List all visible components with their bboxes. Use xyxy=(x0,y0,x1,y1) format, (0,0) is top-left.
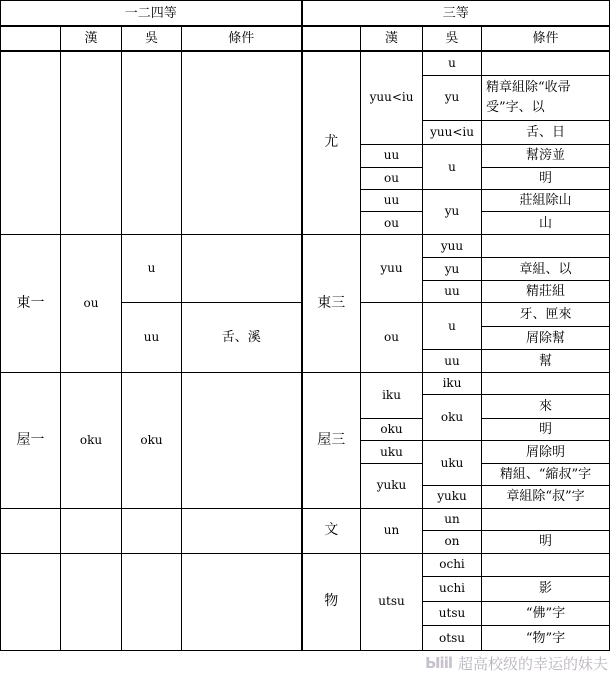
wen-left-empty-wu xyxy=(122,508,182,553)
wu3-r6-condition: 章組除“叔”字 xyxy=(482,486,610,508)
header-rhyme-left xyxy=(1,26,61,51)
dong3-r45-wu: u xyxy=(423,303,482,350)
wu3-r45-wu: uku xyxy=(423,441,482,486)
you-r45-wu: u xyxy=(423,145,482,190)
wen-left-empty-han xyxy=(61,508,122,553)
wu3-r3-han: oku xyxy=(361,418,423,440)
you-r1-wu: u xyxy=(423,51,482,76)
you-r5-han: ou xyxy=(361,167,423,189)
you-r67-wu: yu xyxy=(423,189,482,234)
dong3-r3-wu: uu xyxy=(423,280,482,302)
wu-thing-r2-wu: uchi xyxy=(423,577,482,602)
left-empty-han xyxy=(61,51,122,235)
you-han-a: yuu<iu xyxy=(361,51,423,145)
wen-r1-wu: un xyxy=(423,508,482,530)
header-rhyme-right xyxy=(302,26,361,51)
wu3-han-b: yuku xyxy=(361,463,423,508)
dong3-r2-wu: yu xyxy=(423,258,482,280)
wu3-r4-condition: 屑除明 xyxy=(482,441,610,463)
wu3-r3-condition: 明 xyxy=(482,418,610,440)
left-empty-rhyme xyxy=(1,51,61,235)
wu-thing-left-empty-han xyxy=(61,553,122,650)
dong3-r4-condition: 牙、匣來 xyxy=(482,303,610,327)
wu-thing-left-empty-wu xyxy=(122,553,182,650)
dong1-condition-b: 舌、溪 xyxy=(182,303,302,372)
dong1-wu-a: u xyxy=(122,234,182,302)
dong1-wu-b: uu xyxy=(122,303,182,372)
wen-r2-wu: on xyxy=(423,531,482,553)
dong1-han: ou xyxy=(61,234,122,372)
you-r1-condition xyxy=(482,51,610,76)
you-r4-han: uu xyxy=(361,145,423,167)
wu3-r23-wu: oku xyxy=(423,395,482,441)
dong3-r1-condition xyxy=(482,234,610,258)
rhyme-wu1: 屋一 xyxy=(1,372,61,508)
rhyme-dong3: 東三 xyxy=(302,234,361,372)
rhyme-wu3: 屋三 xyxy=(302,372,361,508)
header-wu-left: 吳 xyxy=(122,26,182,51)
header-han-left: 漢 xyxy=(61,26,122,51)
header-han-right: 漢 xyxy=(361,26,423,51)
wu3-r4-han: uku xyxy=(361,441,423,463)
wen-han: un xyxy=(361,508,423,553)
header-grade-1-2-4: 一二四等 xyxy=(1,1,302,27)
header-condition-left: 條件 xyxy=(182,26,302,51)
dong3-r1-wu: yuu xyxy=(423,234,482,258)
header-grade-3: 三等 xyxy=(302,1,610,27)
wu-thing-r2-condition: 影 xyxy=(482,577,610,602)
dong3-r3-condition: 精莊組 xyxy=(482,280,610,302)
wu-thing-r4-wu: otsu xyxy=(423,626,482,651)
watermark-text: 超高校级的幸运的妹夫 xyxy=(457,654,608,673)
rhyme-wu-thing: 物 xyxy=(302,553,361,650)
you-r7-condition: 山 xyxy=(482,212,610,234)
wu-thing-left-empty-condition xyxy=(182,553,302,650)
left-empty-condition xyxy=(182,51,302,235)
wu1-condition xyxy=(182,372,302,508)
wu-thing-r1-wu: ochi xyxy=(423,553,482,577)
you-r3-wu: yuu<iu xyxy=(423,120,482,145)
you-r6-han: uu xyxy=(361,189,423,211)
dong3-r5-condition: 屑除幫 xyxy=(482,326,610,350)
header-wu-right: 吳 xyxy=(423,26,482,51)
rhyme-wen: 文 xyxy=(302,508,361,553)
you-r6-condition: 莊組除山 xyxy=(482,189,610,211)
rhyme-you: 尤 xyxy=(302,51,361,235)
dong1-condition-a xyxy=(182,234,302,302)
wu3-r6-wu: yuku xyxy=(423,486,482,508)
header-condition-right: 條件 xyxy=(482,26,610,51)
dong3-r6-wu: uu xyxy=(423,350,482,372)
you-r3-condition: 舌、日 xyxy=(482,120,610,145)
wu-thing-r4-condition: “物”字 xyxy=(482,626,610,651)
you-r2-condition: 精章組除“收帚受”字、以 xyxy=(482,75,610,120)
watermark xyxy=(425,652,608,674)
you-r4-condition: 幫滂並 xyxy=(482,145,610,167)
wen-left-empty-condition xyxy=(182,508,302,553)
dong3-han-a: yuu xyxy=(361,234,423,302)
wu-thing-han: utsu xyxy=(361,553,423,650)
wu-thing-left-empty-rhyme xyxy=(1,553,61,650)
you-r7-han: ou xyxy=(361,212,423,234)
watermark-logo: Ыiil xyxy=(425,654,452,672)
wu3-r5-condition: 精組、“縮叔”字 xyxy=(482,463,610,485)
wu1-han: oku xyxy=(61,372,122,508)
wen-left-empty-rhyme xyxy=(1,508,61,553)
dong3-r2-condition: 章組、以 xyxy=(482,258,610,280)
rhyme-dong1: 東一 xyxy=(1,234,61,372)
wen-r2-condition: 明 xyxy=(482,531,610,553)
wen-r1-condition xyxy=(482,508,610,530)
wu3-r2-condition: 來 xyxy=(482,395,610,419)
you-r5-condition: 明 xyxy=(482,167,610,189)
dong3-han-b: ou xyxy=(361,303,423,372)
left-empty-wu xyxy=(122,51,182,235)
wu3-r1-condition xyxy=(482,372,610,394)
wu-thing-r1-condition xyxy=(482,553,610,577)
wu3-han-a: iku xyxy=(361,372,423,418)
you-r2-wu: yu xyxy=(423,75,482,120)
dong3-r6-condition: 幫 xyxy=(482,350,610,372)
wu-thing-r3-condition: “佛”字 xyxy=(482,601,610,626)
wu-thing-r3-wu: utsu xyxy=(423,601,482,626)
wu3-r1-wu: iku xyxy=(423,372,482,394)
wu1-wu: oku xyxy=(122,372,182,508)
